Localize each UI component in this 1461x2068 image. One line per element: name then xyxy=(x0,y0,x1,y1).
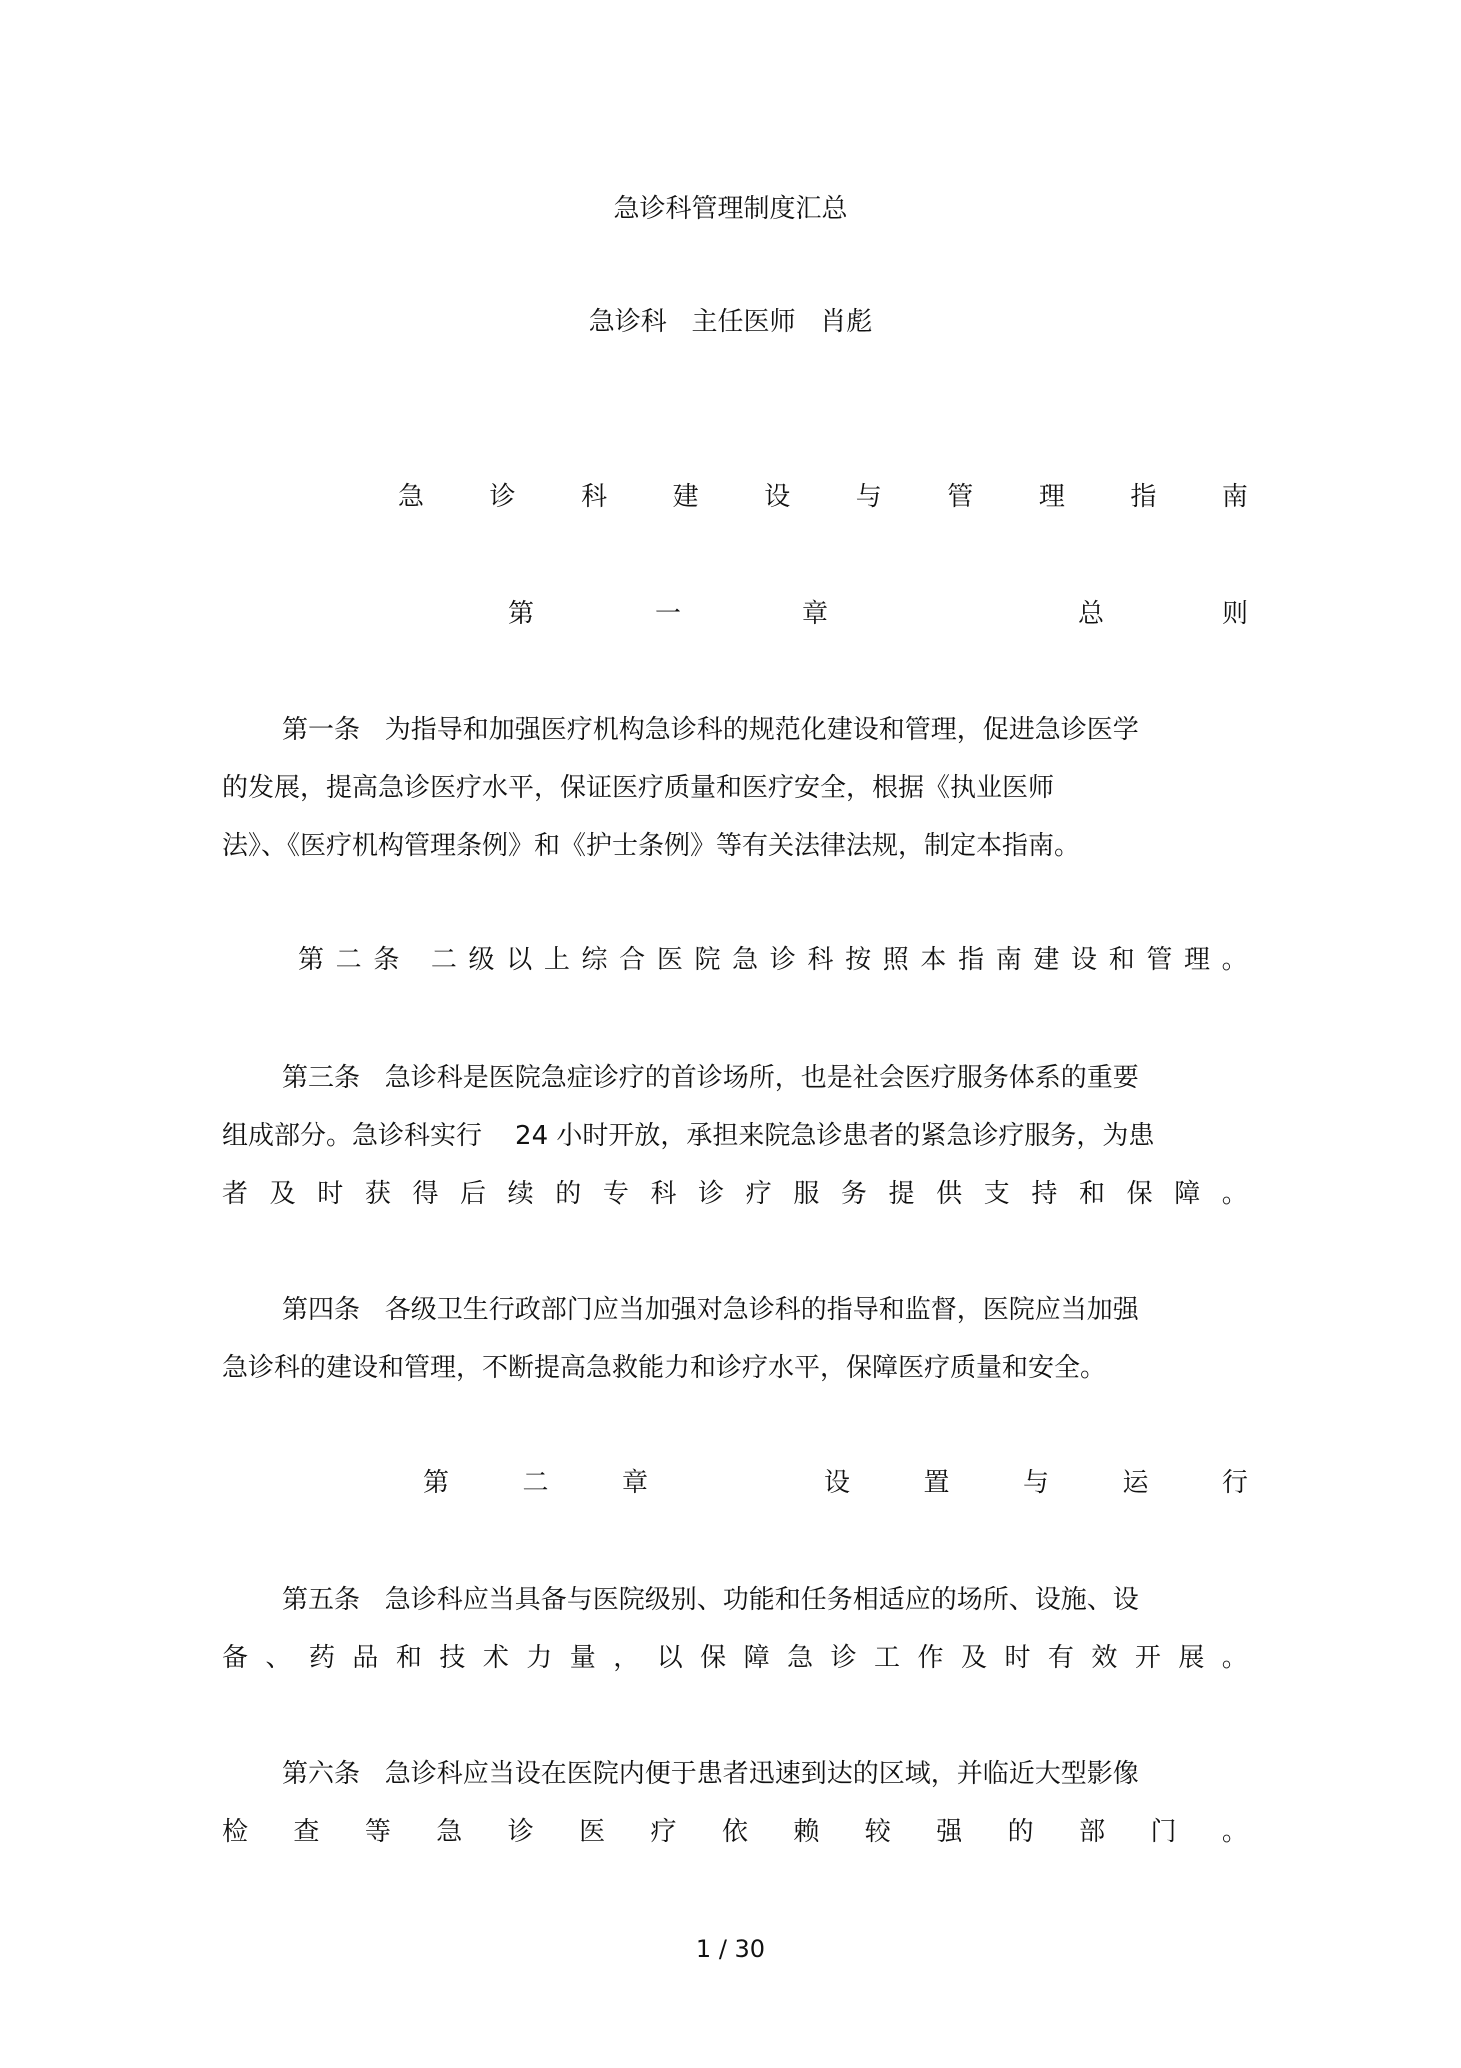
article6-line2-char: 等 xyxy=(364,1817,391,1847)
article5-line2-char: 诊 xyxy=(830,1643,857,1673)
guide-title-char: 科 xyxy=(581,482,608,512)
article2-char: 建 xyxy=(1033,945,1060,975)
article5-line2-char: 急 xyxy=(787,1643,814,1673)
chapter1-number-char: 一 xyxy=(654,599,681,629)
article4-line1: 第四条 各级卫生行政部门应当加强对急诊科的指导和监督，医院应当加强 xyxy=(282,1295,1139,1325)
article2-line xyxy=(298,943,1248,977)
article2-char: 条 xyxy=(373,945,400,975)
guide-title-char: 理 xyxy=(1038,482,1065,512)
chapter1-title-char: 总 xyxy=(1078,599,1105,629)
article3-line3-char: 科 xyxy=(650,1179,677,1209)
article5-line2-char: 有 xyxy=(1047,1643,1074,1673)
article5-line2-char: 作 xyxy=(917,1643,944,1673)
article3-line2: 组成部分。急诊科实行 24 小时开放，承担来院急诊患者的紧急诊疗服务，为患 xyxy=(222,1121,1155,1151)
page-number: 1 / 30 xyxy=(695,1935,766,1963)
article3-line3-char: 后 xyxy=(460,1179,487,1209)
guide-title-char: 设 xyxy=(764,482,791,512)
article5-line2-char: 力 xyxy=(526,1643,553,1673)
article3-line1: 第三条 急诊科是医院急症诊疗的首诊场所，也是社会医疗服务体系的重要 xyxy=(282,1063,1139,1093)
article1-line3: 法》、《医疗机构管理条例》和《护士条例》等有关法律法规，制定本指南。 xyxy=(222,831,1081,861)
chapter2-number xyxy=(423,1466,648,1500)
article6-line2-char: 强 xyxy=(936,1817,963,1847)
article2-char: 本 xyxy=(920,945,947,975)
article2-char: 和 xyxy=(1108,945,1135,975)
article6-line2-char: 急 xyxy=(436,1817,463,1847)
guide-title-char: 诊 xyxy=(489,482,516,512)
article5-line2 xyxy=(222,1641,1248,1675)
article2-char: 以 xyxy=(506,945,533,975)
guide-title-char: 管 xyxy=(947,482,974,512)
document-title: 急诊科管理制度汇总 xyxy=(613,194,848,224)
article5-line2-char: 障 xyxy=(743,1643,770,1673)
article5-line2-char: 以 xyxy=(656,1643,683,1673)
article6-line2 xyxy=(222,1815,1248,1849)
chapter1-number-char: 章 xyxy=(801,599,828,629)
article2-char: 。 xyxy=(1221,945,1248,975)
chapter2-title-char: 运 xyxy=(1122,1468,1149,1498)
article5-line2-char: 技 xyxy=(439,1643,466,1673)
article6-line2-char: 疗 xyxy=(650,1817,677,1847)
article3-line3-char: 诊 xyxy=(698,1179,725,1209)
article6-line2-char: 较 xyxy=(864,1817,891,1847)
article3-line3-char: 者 xyxy=(222,1179,249,1209)
article3-line3 xyxy=(222,1177,1248,1211)
article3-line3-char: 服 xyxy=(793,1179,820,1209)
article6-line2-char: 检 xyxy=(222,1817,249,1847)
guide-title xyxy=(398,480,1248,514)
article5-line2-char: ， xyxy=(613,1643,640,1673)
article1-line1: 第一条 为指导和加强医疗机构急诊科的规范化建设和管理，促进急诊医学 xyxy=(282,715,1139,745)
article3-line3-char: 获 xyxy=(364,1179,391,1209)
chapter2-title-char: 置 xyxy=(923,1468,950,1498)
guide-title-char: 与 xyxy=(855,482,882,512)
article5-line2-char: 品 xyxy=(352,1643,379,1673)
article2-char: 诊 xyxy=(769,945,796,975)
chapter1-title xyxy=(1078,597,1248,631)
article5-line2-char: 备 xyxy=(222,1643,249,1673)
chapter2-title xyxy=(824,1466,1248,1500)
article2-char: 二 xyxy=(430,945,457,975)
chapter2-number-char: 第 xyxy=(423,1468,450,1498)
article5-line2-char: 开 xyxy=(1134,1643,1161,1673)
article2-char: 按 xyxy=(845,945,872,975)
article2-char: 指 xyxy=(958,945,985,975)
article5-line2-char: 及 xyxy=(960,1643,987,1673)
article5-line2-char: 工 xyxy=(874,1643,901,1673)
article6-line2-char: 门 xyxy=(1150,1817,1177,1847)
article5-line2-char: 、 xyxy=(265,1643,292,1673)
chapter1-title-char: 则 xyxy=(1221,599,1248,629)
article3-line3-char: 保 xyxy=(1126,1179,1153,1209)
article3-line3-char: 持 xyxy=(1031,1179,1058,1209)
article6-line2-char: 赖 xyxy=(793,1817,820,1847)
chapter2-number-char: 章 xyxy=(621,1468,648,1498)
chapter2-title-char: 与 xyxy=(1022,1468,1049,1498)
article3-line3-char: 专 xyxy=(602,1179,629,1209)
article6-line2-char: 的 xyxy=(1007,1817,1034,1847)
chapter2-number-char: 二 xyxy=(522,1468,549,1498)
article3-line3-char: 得 xyxy=(412,1179,439,1209)
article6-line1: 第六条 急诊科应当设在医院内便于患者迅速到达的区域，并临近大型影像 xyxy=(282,1759,1139,1789)
article2-char: 急 xyxy=(732,945,759,975)
article2-char: 科 xyxy=(807,945,834,975)
chapter1-heading xyxy=(508,597,1248,631)
article4-line2: 急诊科的建设和管理，不断提高急救能力和诊疗水平，保障医疗质量和安全。 xyxy=(222,1353,1107,1383)
article2-char: 级 xyxy=(468,945,495,975)
article3-line3-char: 。 xyxy=(1221,1179,1248,1209)
article3-line3-char: 务 xyxy=(840,1179,867,1209)
article5-line2-char: 药 xyxy=(308,1643,335,1673)
article5-line2-char: 保 xyxy=(700,1643,727,1673)
article5-line2-char: 术 xyxy=(482,1643,509,1673)
article5-line2-char: 展 xyxy=(1178,1643,1205,1673)
article3-line3-char: 续 xyxy=(507,1179,534,1209)
article2-char: 医 xyxy=(656,945,683,975)
article2-char: 第 xyxy=(298,945,325,975)
chapter1-number xyxy=(508,597,828,631)
article1-line2: 的发展，提高急诊医疗水平，保证医疗质量和医疗安全，根据《执业医师 xyxy=(222,773,1055,803)
guide-title-char: 急 xyxy=(398,482,425,512)
chapter2-title-char: 行 xyxy=(1221,1468,1248,1498)
article5-line2-char: 和 xyxy=(395,1643,422,1673)
article2-char: 上 xyxy=(543,945,570,975)
article2-char: 二 xyxy=(335,945,362,975)
article2-char xyxy=(411,943,419,977)
article3-line3-char: 支 xyxy=(983,1179,1010,1209)
article5-line2-char: 。 xyxy=(1221,1643,1248,1673)
article6-line2-char: 诊 xyxy=(507,1817,534,1847)
article2-char: 管 xyxy=(1146,945,1173,975)
chapter1-number-char: 第 xyxy=(508,599,535,629)
chapter2-title-char: 设 xyxy=(824,1468,851,1498)
article6-line2-char: 查 xyxy=(293,1817,320,1847)
author-line: 急诊科 主任医师 肖彪 xyxy=(588,307,873,337)
article3-line3-char: 和 xyxy=(1078,1179,1105,1209)
chapter2-heading xyxy=(423,1466,1248,1500)
article6-line2-char: 依 xyxy=(721,1817,748,1847)
article5-line1: 第五条 急诊科应当具备与医院级别、功能和任务相适应的场所、设施、设 xyxy=(282,1585,1139,1615)
article3-line3-char: 及 xyxy=(269,1179,296,1209)
article3-line3-char: 的 xyxy=(555,1179,582,1209)
guide-title-char: 南 xyxy=(1221,482,1248,512)
article5-line2-char: 时 xyxy=(1004,1643,1031,1673)
article3-line3-char: 供 xyxy=(936,1179,963,1209)
article5-line2-char: 量 xyxy=(569,1643,596,1673)
article5-line2-char: 效 xyxy=(1091,1643,1118,1673)
article2-char: 理 xyxy=(1184,945,1211,975)
article2-char: 照 xyxy=(882,945,909,975)
article2-char: 南 xyxy=(995,945,1022,975)
article6-line2-char: 部 xyxy=(1079,1817,1106,1847)
guide-title-char: 指 xyxy=(1130,482,1157,512)
article2-char: 综 xyxy=(581,945,608,975)
article3-line3-char: 时 xyxy=(317,1179,344,1209)
article3-line3-char: 提 xyxy=(888,1179,915,1209)
article2-char: 合 xyxy=(619,945,646,975)
article6-line2-char: 。 xyxy=(1221,1817,1248,1847)
guide-title-char: 建 xyxy=(672,482,699,512)
article2-char: 院 xyxy=(694,945,721,975)
article3-line3-char: 疗 xyxy=(745,1179,772,1209)
article2-char: 设 xyxy=(1071,945,1098,975)
article6-line2-char: 医 xyxy=(579,1817,606,1847)
article3-line3-char: 障 xyxy=(1174,1179,1201,1209)
